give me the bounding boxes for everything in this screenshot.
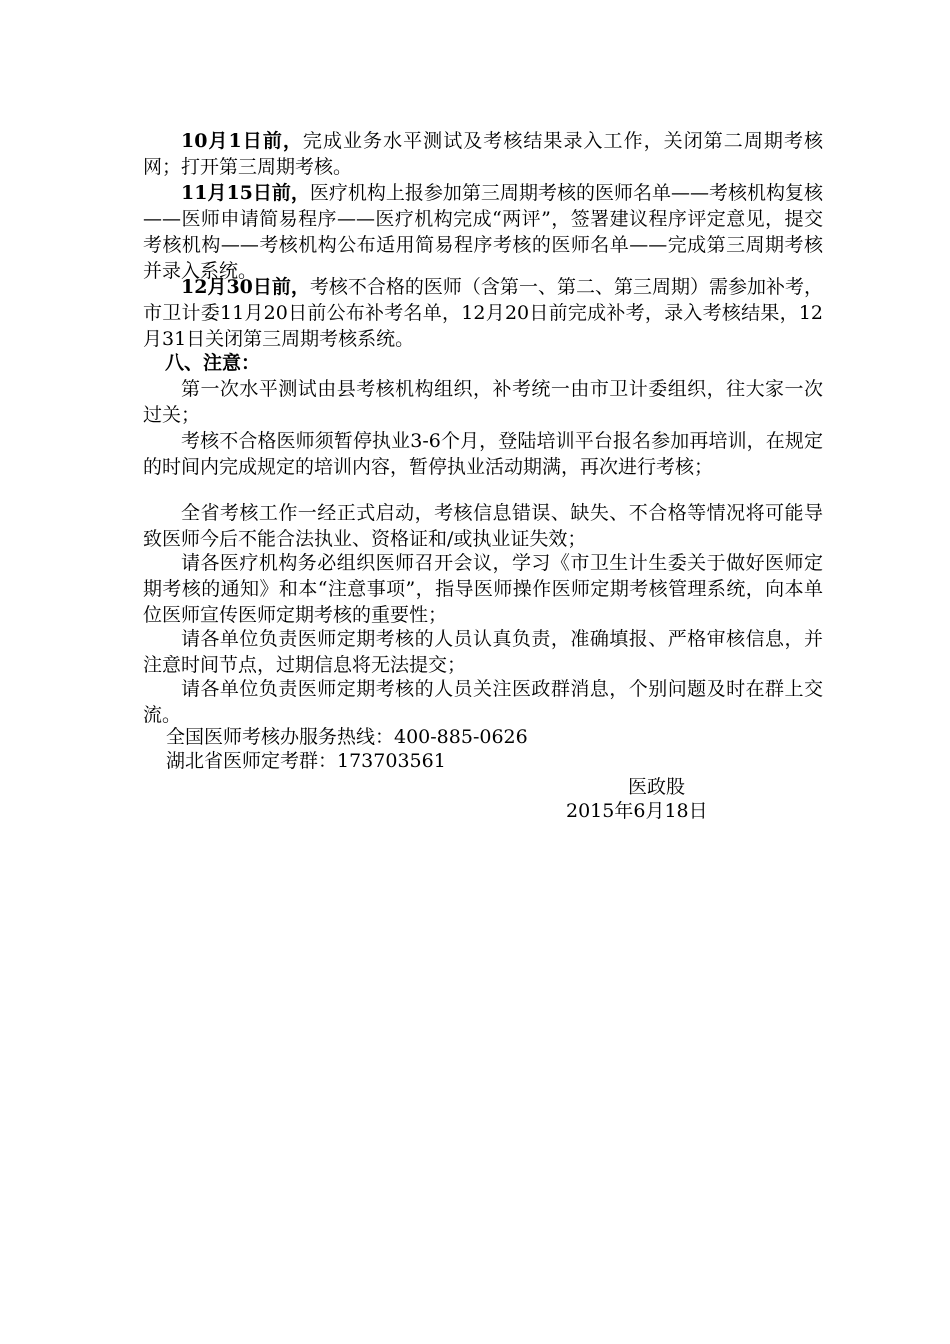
signature-department: 医政股: [628, 776, 686, 798]
qq-group-text: 湖北省医师定考群：173703561: [166, 750, 446, 772]
notice-item: 请各单位负责医师定期考核的人员认真负责，准确填报、严格审核信息，并注意时间节点，过期信息将无法提交；: [143, 628, 823, 676]
notice-item: 考核不合格医师须暂停执业3-6个月，登陆培训平台报名参加再培训，在规定的时间内完成规定的培训内容，暂停执业活动期满，再次进行考核；: [143, 430, 823, 478]
signature-date: 2015年6月18日: [566, 800, 708, 822]
hotline-text: 全国医师考核办服务热线：400-885-0626: [166, 726, 528, 748]
notice-item: 请各单位负责医师定期考核的人员关注医政群消息，个别问题及时在群上交流。: [143, 678, 823, 726]
schedule-date: 10月1日前，: [181, 130, 303, 152]
schedule-date: 11月15日前，: [181, 182, 310, 204]
schedule-text: 医疗机构上报参加第三周期考核的医师名单——考核机构复核——医师申请简易程序——医疗机构完成“两评”，签署建议程序评定意见，提交考核机构——考核机构公布适用简易程序考核的医师名单——完成第三周期考核并录入系统。: [143, 182, 823, 282]
schedule-date: 12月30日前，: [181, 276, 310, 298]
notice-heading: 八、注意：: [165, 352, 261, 374]
schedule-text: 完成业务水平测试及考核结果录入工作，关闭第二周期考核网；打开第三周期考核。: [143, 130, 823, 178]
notice-item: 全省考核工作一经正式启动，考核信息错误、缺失、不合格等情况将可能导致医师今后不能合法执业、资格证和/或执业证失效；: [143, 502, 823, 550]
notice-item: 第一次水平测试由县考核机构组织，补考统一由市卫计委组织，往大家一次过关；: [143, 378, 823, 426]
schedule-text: 考核不合格的医师（含第一、第二、第三周期）需参加补考，市卫计委11月20日前公布补考名单，12月20日前完成补考，录入考核结果，12月31日关闭第三周期考核系统。: [143, 276, 823, 350]
schedule-dec-30: [143, 274, 823, 352]
notice-item: 请各医疗机构务必组织医师召开会议，学习《市卫生计生委关于做好医师定期考核的通知》和本“注意事项”，指导医师操作医师定期考核管理系统，向本单位医师宣传医师定期考核的重要性；: [143, 552, 823, 626]
schedule-nov-15: [143, 180, 823, 284]
schedule-oct-1: [143, 128, 823, 180]
